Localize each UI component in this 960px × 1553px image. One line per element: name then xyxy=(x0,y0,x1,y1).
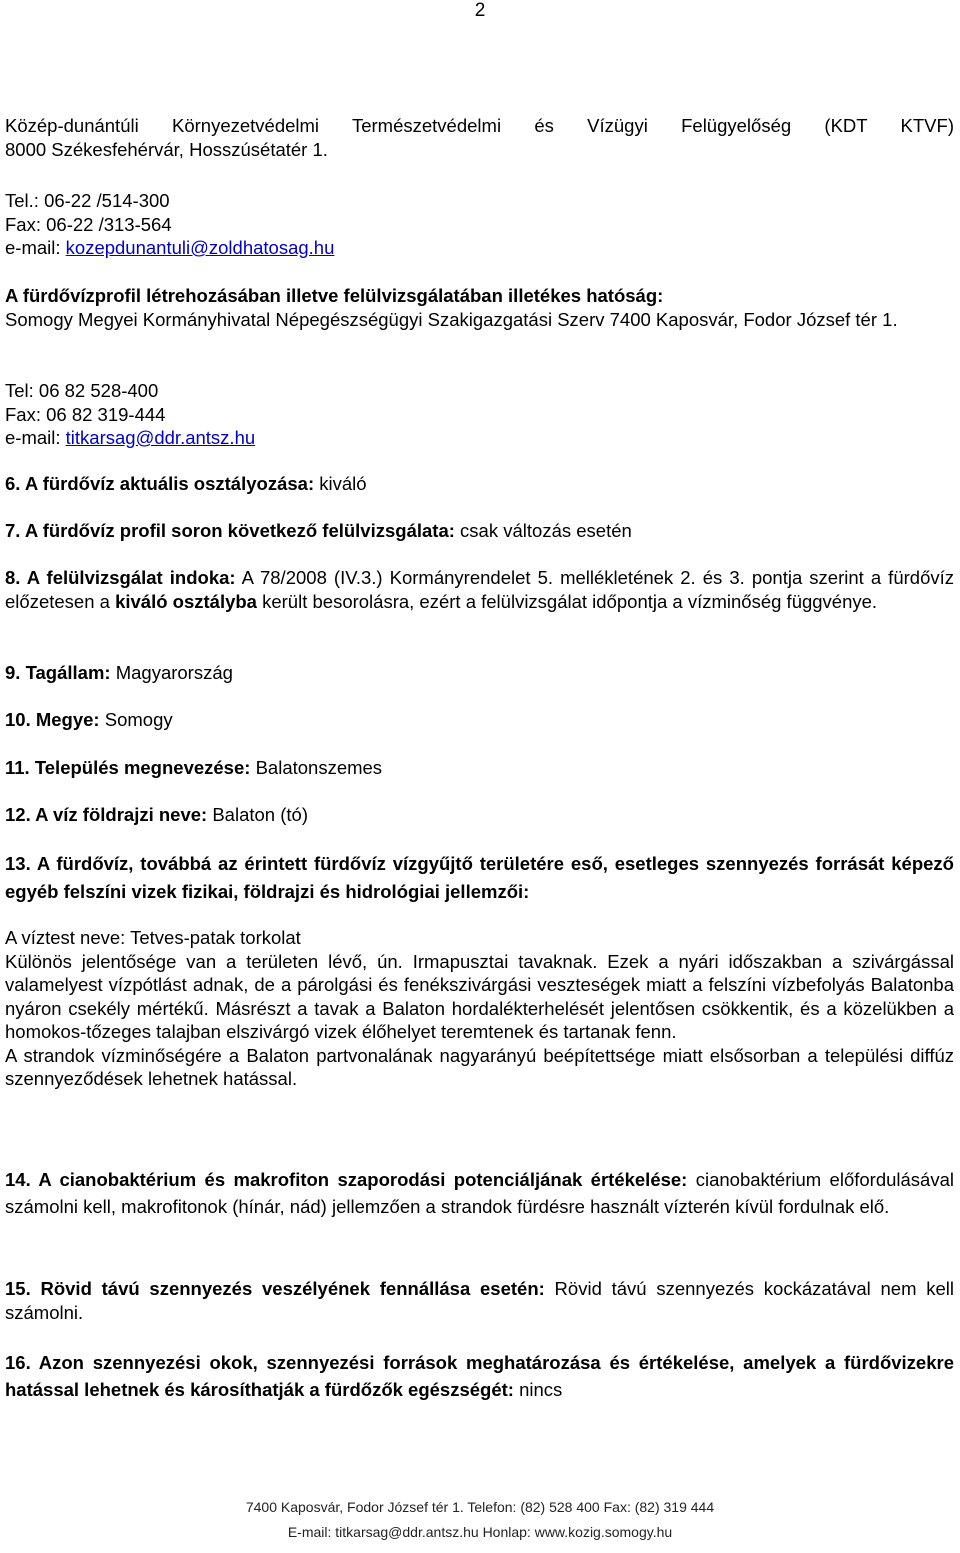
authority-address: 8000 Székesfehérvár, Hosszúsétatér 1. xyxy=(5,138,328,160)
authority-health-contact xyxy=(5,379,954,450)
section-10-label: 10. Megye: xyxy=(5,709,100,730)
section-16 xyxy=(5,1349,954,1403)
section-12-label: 12. A víz földrajzi neve: xyxy=(5,804,208,825)
authority-name: Közép-dunántúli Környezetvédelmi Természetvédelmi és Vízügyi Felügyelőség (KDT KTVF) xyxy=(5,115,954,136)
section-14-label: 14. A cianobaktérium és makrofiton szaporodási potenciáljának értékelése: xyxy=(5,1169,688,1190)
footer-contact: E-mail: titkarsag@ddr.antsz.hu Honlap: www.kozig.somogy.hu xyxy=(287,1524,673,1540)
section-8-label: 8. A felülvizsgálat indoka: xyxy=(5,567,236,588)
section-13-heading xyxy=(5,850,954,906)
section-6-value: kiváló xyxy=(314,473,367,494)
section-13-paragraph-1: Különös jelentősége van a területen lévő, ún. Irmapusztai tavaknak. Ezek a nyári időszakban a szivárgással valamelyest vízpótlást adnak, de a párolgási és fenékszivárgási veszteségek miatt a felszíni vízbefolyás Balatonba nyáron csekély mértékű. Másrészt a tavak a Balaton hordalékterhelését jelentősen csökkentik, és a közelükben a homokos-tőzeges talajban elszivárgó vizek élőhelyet teremtenek és tartanak fenn. xyxy=(5,950,954,1042)
section-10-value: Somogy xyxy=(99,709,173,730)
section-16-label: 16. Azon szennyezési okok, szennyezési források meghatározása és értékelése, amelyek a fürdővizekre hatással lehetnek és károsíthatják a fürdőzők egészségét: xyxy=(5,1352,954,1400)
section-13-paragraph-2: A strandok vízminőségére a Balaton partvonalának nagyarányú beépítettsége miatt elsősorban a települési diffúz szennyeződések lehetnek hatással. xyxy=(5,1044,954,1089)
section-11-value: Balatonszemes xyxy=(250,757,383,778)
section-12-value: Balaton (tó) xyxy=(207,804,308,825)
section-6 xyxy=(5,472,954,496)
authority-fax: Fax: 06-22 /313-564 xyxy=(5,213,172,235)
authority-tel: Tel.: 06-22 /514-300 xyxy=(5,190,170,211)
authority-health-name: Somogy Megyei Kormányhivatal Népegészségügyi Szakigazgatási Szerv 7400 Kaposvár, Fodor József tér 1. xyxy=(5,308,898,330)
section-12 xyxy=(5,803,954,827)
page-number: 2 xyxy=(474,0,486,21)
section-7-label: 7. A fürdővíz profil soron következő felülvizsgálata: xyxy=(5,520,455,541)
authority-environment xyxy=(5,114,954,161)
authority-email-line xyxy=(5,236,954,260)
section-9-value: Magyarország xyxy=(110,662,233,683)
section-11-label: 11. Település megnevezése: xyxy=(5,757,251,778)
section-8-text: A 78/2008 (IV.3.) Kormányrendelet 5. mellékletének 2. és 3. pontja szerint a fürdővíz előzetesen a xyxy=(5,567,954,612)
section-15-label: 15. Rövid távú szennyezés veszélyének fennállása esetén: xyxy=(5,1278,545,1299)
authority-health-heading: A fürdővízprofil létrehozásában illetve felülvizsgálatában illetékes hatóság: xyxy=(5,285,664,306)
footer-address: 7400 Kaposvár, Fodor József tér 1. Telefon: (82) 528 400 Fax: (82) 319 444 xyxy=(245,1499,715,1515)
section-8-text-end: került besorolásra, ezért a felülvizsgálat időpontja a vízminőség függvénye. xyxy=(256,590,878,612)
section-9 xyxy=(5,661,954,685)
section-7-value: csak változás esetén xyxy=(454,520,632,541)
health-email-line xyxy=(5,426,954,450)
section-16-value: nincs xyxy=(513,1379,563,1400)
section-6-label: 6. A fürdővíz aktuális osztályozása: xyxy=(5,473,315,494)
authority-environment-contact xyxy=(5,189,954,260)
section-14 xyxy=(5,1166,954,1220)
email-label: e-mail: xyxy=(5,237,66,258)
section-8-bold: kiváló osztályba xyxy=(115,590,257,612)
water-body-name: A víztest neve: Tetves-patak torkolat xyxy=(5,927,301,948)
section-11 xyxy=(5,756,954,780)
section-7 xyxy=(5,519,954,543)
authority-email-link[interactable]: kozepdunantuli@zoldhatosag.hu xyxy=(65,237,335,258)
section-13-label: 13. A fürdővíz, továbbá az érintett fürdővíz vízgyűjtő területére eső, esetleges szennyezés forrását képező egyéb felszíni vizek fizikai, földrajzi és hidrológiai jellemzői: xyxy=(5,853,954,902)
email-label: e-mail: xyxy=(5,427,66,448)
section-15-value: Rövid távú szennyezés kockázatával nem kell számolni. xyxy=(5,1278,954,1323)
section-13-body xyxy=(5,926,954,1091)
section-15 xyxy=(5,1277,954,1324)
section-10 xyxy=(5,708,954,732)
health-tel: Tel: 06 82 528-400 xyxy=(5,380,159,401)
health-email-link[interactable]: titkarsag@ddr.antsz.hu xyxy=(65,427,256,448)
section-9-label: 9. Tagállam: xyxy=(5,662,111,683)
health-fax: Fax: 06 82 319-444 xyxy=(5,403,166,425)
authority-health xyxy=(5,284,954,331)
section-14-value: cianobaktérium előfordulásával számolni kell, makrofitonok (hínár, nád) jellemzően a strandok fürdésre használt vízterén kívül fordulnak elő. xyxy=(5,1169,954,1217)
section-8 xyxy=(5,566,954,613)
